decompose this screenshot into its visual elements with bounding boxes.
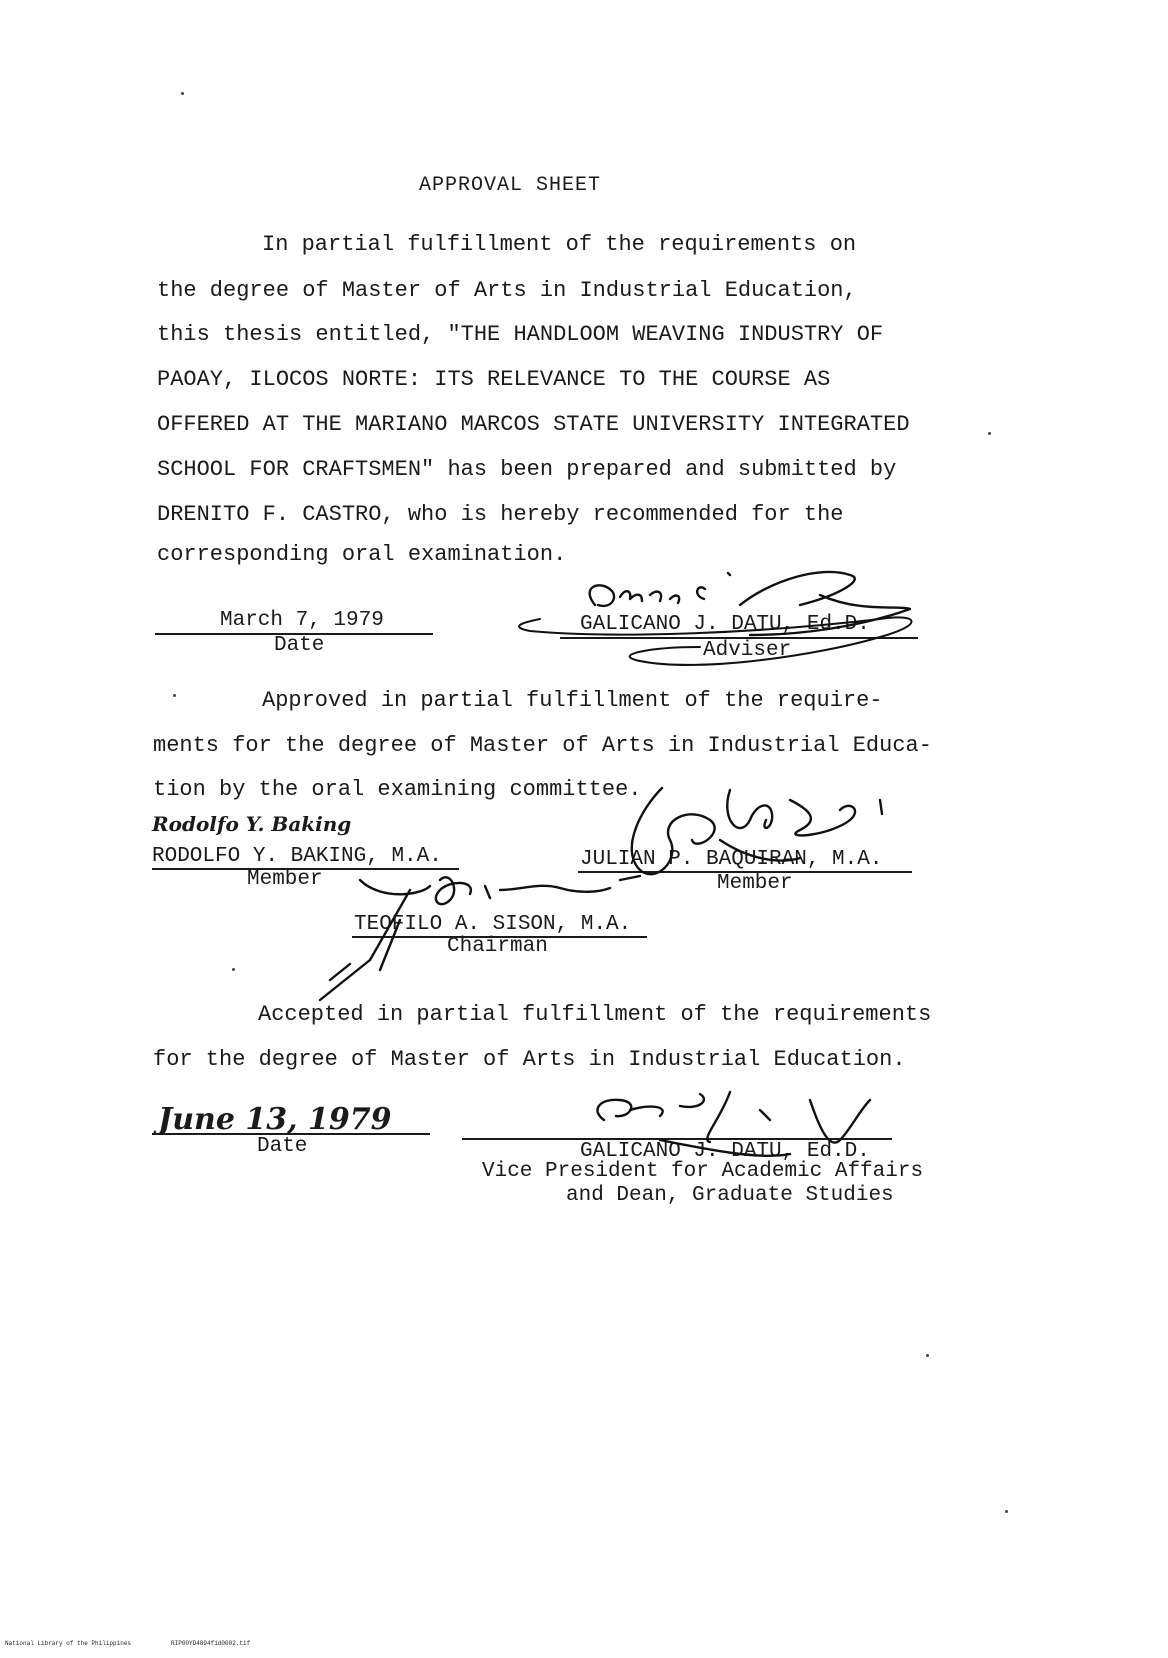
paragraph1-line-3: this thesis entitled, "THE HANDLOOM WEAVING INDUSTRY OF [157, 322, 884, 347]
dean-title-line1: Vice President for Academic Affairs [482, 1160, 924, 1183]
footer-filename: RIP00YD4894f1d0002.tif [171, 1640, 251, 1647]
paragraph3-line-2: for the degree of Master of Arts in Industrial Education. [153, 1047, 906, 1072]
footer-library: National Library of the Philippines [5, 1640, 132, 1647]
member2-signature-icon [600, 780, 900, 900]
dean-signature-icon [560, 1080, 890, 1180]
member1-name: RODOLFO Y. BAKING, M.A. [152, 845, 442, 868]
recommendation-date-caption: Date [274, 634, 325, 657]
paragraph1-line-6: SCHOOL FOR CRAFTSMEN" has been prepared and submitted by [157, 457, 897, 482]
acceptance-handwritten-date: June 13, 1979 [158, 1102, 392, 1137]
member2-name: JULIAN P. BAQUIRAN, M.A. [580, 848, 883, 871]
speck [181, 92, 184, 95]
member2-caption: Member [717, 872, 793, 895]
recommendation-date-value: March 7, 1979 [220, 609, 384, 632]
paragraph1-line-1: In partial fulfillment of the requirements on [262, 232, 857, 257]
adviser-signature-icon [500, 565, 930, 680]
adviser-caption: Adviser [703, 639, 792, 662]
chairman-caption: Chairman [447, 935, 548, 958]
paragraph1-line-5: OFFERED AT THE MARIANO MARCOS STATE UNIVERSITY INTEGRATED [157, 412, 910, 437]
speck [232, 968, 235, 971]
speck [1005, 1510, 1008, 1513]
speck [926, 1354, 929, 1357]
member1-handwritten-signature: Rodolfo Y. Baking [152, 812, 352, 836]
paragraph3-line-1: Accepted in partial fulfillment of the requirements [258, 1002, 932, 1027]
acceptance-date-caption: Date [257, 1135, 308, 1158]
speck [988, 432, 991, 435]
member1-caption: Member [247, 868, 323, 891]
chairman-name: TEOFILO A. SISON, M.A. [354, 913, 632, 936]
paragraph2-line-2: ments for the degree of Master of Arts in Industrial Educa- [153, 733, 932, 758]
paragraph1-line-8: corresponding oral examination. [157, 542, 567, 567]
paragraph2-line-3: tion by the oral examining committee. [153, 777, 642, 802]
paragraph2-line-1: Approved in partial fulfillment of the require- [262, 688, 883, 713]
paragraph1-line-4: PAOAY, ILOCOS NORTE: ITS RELEVANCE TO THE COURSE AS [157, 367, 831, 392]
paragraph1-line-7: DRENITO F. CASTRO, who is hereby recommended for the [157, 502, 844, 527]
dean-title-line2: and Dean, Graduate Studies [566, 1184, 894, 1207]
adviser-name: GALICANO J. DATU, Ed.D. [580, 613, 870, 636]
document-title: APPROVAL SHEET [419, 174, 602, 197]
speck [173, 694, 176, 697]
chairman-signature-icon [290, 860, 620, 1010]
dean-name: GALICANO J. DATU, Ed.D. [580, 1140, 870, 1163]
paragraph1-line-2: the degree of Master of Arts in Industrial Education, [157, 278, 857, 303]
